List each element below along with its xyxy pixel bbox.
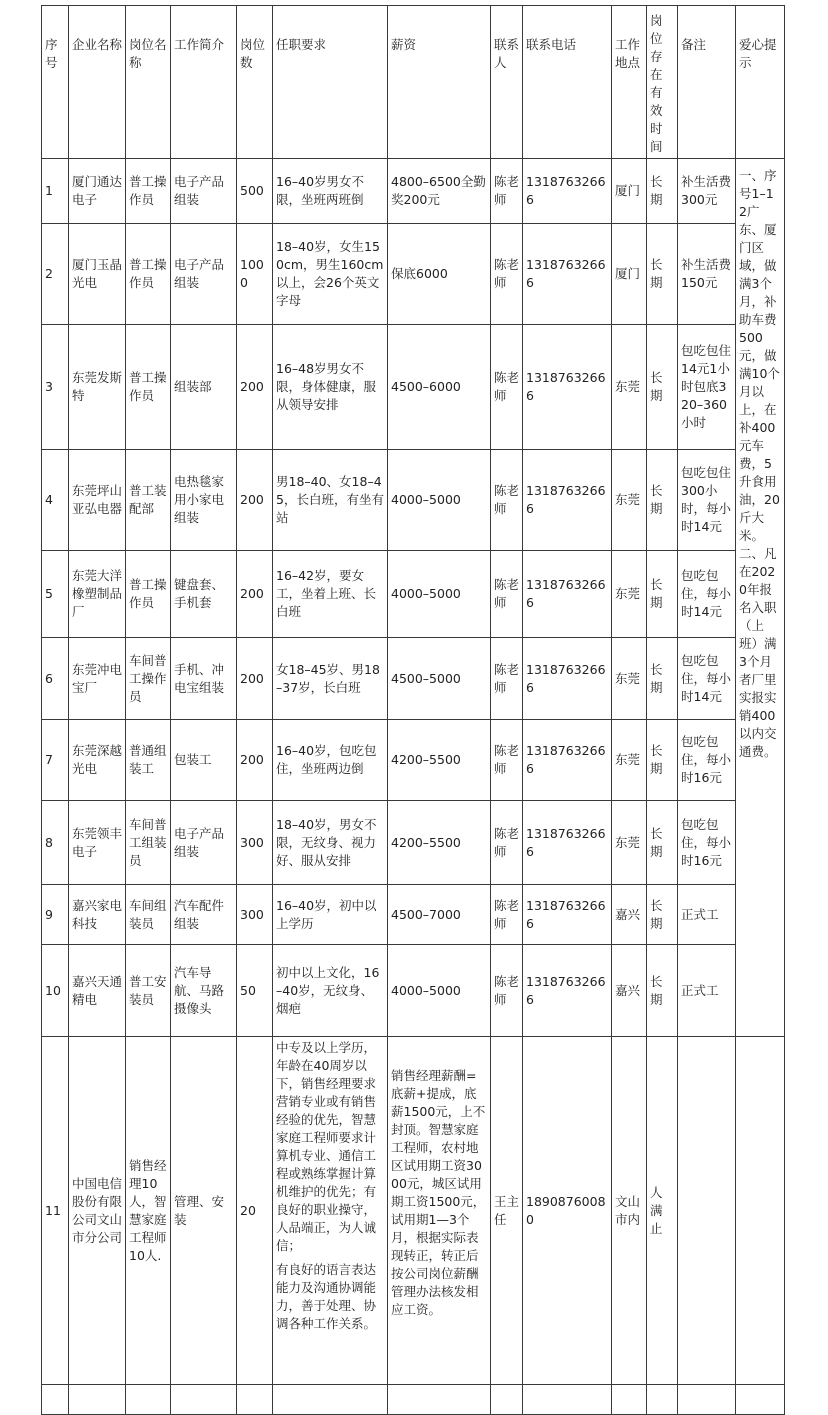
header-cell: 序号 — [42, 6, 69, 159]
cell-intro: 电子产品组装 — [171, 801, 237, 885]
cell-intro: 手机、冲电宝组装 — [171, 638, 237, 720]
cell-no: 11 — [42, 1037, 69, 1385]
cell-contact: 陈老师 — [491, 325, 523, 450]
cell-position: 普工操作员 — [126, 159, 171, 224]
cell-no: 6 — [42, 638, 69, 720]
cell-company: 东莞坪山亚弘电器 — [69, 450, 126, 551]
cell-requirement: 16–40岁，包吃包住，坐班两边倒 — [273, 720, 388, 801]
cell-empty — [273, 1385, 388, 1415]
cell-position: 销售经理10人，智慧家庭工程师10人. — [126, 1037, 171, 1385]
cell-salary: 4000–5000 — [388, 945, 491, 1037]
cell-company: 中国电信股份有限公司文山市分公司 — [69, 1037, 126, 1385]
cell-salary: 4500–7000 — [388, 885, 491, 945]
cell-note: 包吃包住，每小时16元 — [678, 801, 736, 885]
cell-company: 嘉兴家电科技 — [69, 885, 126, 945]
cell-note: 正式工 — [678, 885, 736, 945]
cell-note: 补生活费150元 — [678, 224, 736, 325]
cell-count: 50 — [237, 945, 273, 1037]
cell-place: 文山市内 — [612, 1037, 647, 1385]
cell-no: 8 — [42, 801, 69, 885]
cell-count: 300 — [237, 801, 273, 885]
cell-requirement — [273, 1037, 388, 1385]
cell-term: 长期 — [647, 801, 678, 885]
header-cell: 岗位数 — [237, 6, 273, 159]
cell-no: 4 — [42, 450, 69, 551]
cell-empty — [388, 1385, 491, 1415]
cell-phone: 13187632666 — [523, 720, 612, 801]
job-table — [41, 5, 785, 1415]
cell-company: 厦门玉晶光电 — [69, 224, 126, 325]
cell-tip-empty — [736, 1037, 785, 1385]
cell-empty — [126, 1385, 171, 1415]
cell-contact: 陈老师 — [491, 450, 523, 551]
cell-contact: 王主任 — [491, 1037, 523, 1385]
header-cell: 联系电话 — [523, 6, 612, 159]
cell-count: 200 — [237, 450, 273, 551]
cell-term: 长期 — [647, 325, 678, 450]
header-cell: 备注 — [678, 6, 736, 159]
cell-phone: 13187632666 — [523, 450, 612, 551]
table-row — [42, 945, 785, 1037]
cell-phone: 13187632666 — [523, 325, 612, 450]
cell-no: 7 — [42, 720, 69, 801]
cell-contact: 陈老师 — [491, 945, 523, 1037]
cell-requirement: 16–40岁男女不限，坐班两班倒 — [273, 159, 388, 224]
cell-note: 正式工 — [678, 945, 736, 1037]
cell-salary: 4200–5500 — [388, 801, 491, 885]
cell-requirement: 16–48岁男女不限，身体健康，服从领导安排 — [273, 325, 388, 450]
cell-no: 10 — [42, 945, 69, 1037]
cell-intro: 包装工 — [171, 720, 237, 801]
cell-company: 厦门通达电子 — [69, 159, 126, 224]
cell-position: 普工操作员 — [126, 325, 171, 450]
cell-term: 长期 — [647, 945, 678, 1037]
cell-note: 补生活费300元 — [678, 159, 736, 224]
cell-place: 东莞 — [612, 325, 647, 450]
cell-phone: 13187632666 — [523, 801, 612, 885]
cell-term: 长期 — [647, 551, 678, 638]
cell-intro: 汽车导航、马路摄像头 — [171, 945, 237, 1037]
cell-intro: 组装部 — [171, 325, 237, 450]
cell-empty — [736, 1385, 785, 1415]
cell-empty — [612, 1385, 647, 1415]
cell-position: 普工安装员 — [126, 945, 171, 1037]
cell-requirement: 18–40岁，女生150cm，男生160cm以上，会26个英文字母 — [273, 224, 388, 325]
cell-requirement: 18–40岁，男女不限，无纹身、视力好、服从安排 — [273, 801, 388, 885]
cell-term: 长期 — [647, 450, 678, 551]
table-row — [42, 720, 785, 801]
cell-empty — [678, 1385, 736, 1415]
table-row — [42, 224, 785, 325]
cell-place: 嘉兴 — [612, 885, 647, 945]
cell-contact: 陈老师 — [491, 720, 523, 801]
cell-contact: 陈老师 — [491, 224, 523, 325]
requirement-paragraph: 中专及以上学历，年龄在40周岁以下，销售经理要求营销专业或有销售经验的优先，智慧家庭工程师要求计算机专业、通信工程或熟练掌握计算机维护的优先；有良好的职业操守，人品端正，为人诚信； — [276, 1040, 377, 1253]
cell-place: 东莞 — [612, 551, 647, 638]
cell-place: 东莞 — [612, 801, 647, 885]
table-row — [42, 1037, 785, 1385]
table-row — [42, 1385, 785, 1415]
cell-requirement: 初中以上文化，16–40岁，无纹身、烟疤 — [273, 945, 388, 1037]
cell-company: 东莞发斯特 — [69, 325, 126, 450]
cell-intro: 电子产品组装 — [171, 224, 237, 325]
cell-place: 厦门 — [612, 159, 647, 224]
cell-company: 东莞冲电宝厂 — [69, 638, 126, 720]
cell-empty — [647, 1385, 678, 1415]
header-cell: 爱心提示 — [736, 6, 785, 159]
cell-no: 9 — [42, 885, 69, 945]
cell-position: 普通组装工 — [126, 720, 171, 801]
cell-phone: 13187632666 — [523, 224, 612, 325]
cell-term: 长期 — [647, 159, 678, 224]
cell-count: 200 — [237, 551, 273, 638]
cell-company: 东莞深越光电 — [69, 720, 126, 801]
cell-contact: 陈老师 — [491, 551, 523, 638]
cell-tip: 一、序号1–12广东、厦门区域，做满3个月，补助车费500元，做满10个月以上，在补400元车费，5升食用油，20斤大米。二、凡在2020年报名入职（上班）满3个月者厂里实报实销400以内交通费。 — [736, 159, 785, 1037]
cell-company: 东莞大洋橡塑制品厂 — [69, 551, 126, 638]
table-row — [42, 551, 785, 638]
cell-count: 200 — [237, 720, 273, 801]
cell-count: 20 — [237, 1037, 273, 1385]
cell-phone: 13187632666 — [523, 945, 612, 1037]
cell-salary: 4500–6000 — [388, 325, 491, 450]
table-row — [42, 159, 785, 224]
cell-empty — [69, 1385, 126, 1415]
cell-salary: 4200–5500 — [388, 720, 491, 801]
cell-company: 东莞领丰电子 — [69, 801, 126, 885]
cell-no: 1 — [42, 159, 69, 224]
cell-place: 东莞 — [612, 450, 647, 551]
cell-salary: 销售经理薪酬=底薪+提成，底薪1500元，上不封顶。智慧家庭工程师，农村地区试用期工资3000元，城区试用期工资1500元，试用期1—3个月，根据实际表现转正，转正后按公司岗位薪酬管理办法核发相应工资。 — [388, 1037, 491, 1385]
cell-salary: 4800–6500全勤奖200元 — [388, 159, 491, 224]
cell-position: 普工操作员 — [126, 551, 171, 638]
cell-company: 嘉兴天通精电 — [69, 945, 126, 1037]
table-row — [42, 325, 785, 450]
cell-phone: 13187632666 — [523, 551, 612, 638]
cell-requirement: 16–40岁，初中以上学历 — [273, 885, 388, 945]
cell-salary: 保底6000 — [388, 224, 491, 325]
cell-note: 包吃包住，每小时14元 — [678, 551, 736, 638]
table-row — [42, 885, 785, 945]
table-row — [42, 801, 785, 885]
cell-place: 东莞 — [612, 638, 647, 720]
header-cell: 岗位名称 — [126, 6, 171, 159]
header-cell: 任职要求 — [273, 6, 388, 159]
cell-term: 长期 — [647, 638, 678, 720]
cell-position: 普工操作员 — [126, 224, 171, 325]
cell-empty — [523, 1385, 612, 1415]
cell-phone: 13187632666 — [523, 159, 612, 224]
cell-no: 3 — [42, 325, 69, 450]
header-cell: 岗位存在有效时间 — [647, 6, 678, 159]
cell-note — [678, 1037, 736, 1385]
cell-place: 厦门 — [612, 224, 647, 325]
cell-intro: 电热毯家用小家电组装 — [171, 450, 237, 551]
cell-note: 包吃包住，每小时16元 — [678, 720, 736, 801]
cell-phone: 13187632666 — [523, 885, 612, 945]
header-row — [42, 6, 785, 159]
cell-term: 长期 — [647, 885, 678, 945]
cell-position: 车间组装员 — [126, 885, 171, 945]
cell-empty — [237, 1385, 273, 1415]
cell-intro: 键盘套、手机套 — [171, 551, 237, 638]
cell-no: 2 — [42, 224, 69, 325]
cell-requirement: 男18–40、女18–45，长白班，有坐有站 — [273, 450, 388, 551]
cell-count: 200 — [237, 325, 273, 450]
cell-intro: 电子产品组装 — [171, 159, 237, 224]
cell-contact: 陈老师 — [491, 885, 523, 945]
cell-count: 300 — [237, 885, 273, 945]
cell-position: 普工装配部 — [126, 450, 171, 551]
cell-position: 车间普工操作员 — [126, 638, 171, 720]
cell-empty — [171, 1385, 237, 1415]
cell-requirement: 16–42岁，要女工，坐着上班、长白班 — [273, 551, 388, 638]
cell-term: 长期 — [647, 224, 678, 325]
cell-count: 500 — [237, 159, 273, 224]
requirement-paragraph: 有良好的语言表达能力及沟通协调能力，善于处理、协调各种工作关系。 — [276, 1262, 377, 1331]
cell-term: 人满止 — [647, 1037, 678, 1385]
cell-requirement: 女18–45岁、男18–37岁，长白班 — [273, 638, 388, 720]
table-row — [42, 450, 785, 551]
cell-contact: 陈老师 — [491, 801, 523, 885]
header-cell: 工作地点 — [612, 6, 647, 159]
cell-count: 1000 — [237, 224, 273, 325]
cell-note: 包吃包住300小时，每小时14元 — [678, 450, 736, 551]
header-cell: 薪资 — [388, 6, 491, 159]
cell-empty — [491, 1385, 523, 1415]
header-cell: 联系人 — [491, 6, 523, 159]
cell-position: 车间普工组装员 — [126, 801, 171, 885]
table-row — [42, 638, 785, 720]
cell-salary: 4000–5000 — [388, 551, 491, 638]
cell-note: 包吃包住，每小时14元 — [678, 638, 736, 720]
cell-salary: 4500–5000 — [388, 638, 491, 720]
cell-term: 长期 — [647, 720, 678, 801]
cell-contact: 陈老师 — [491, 159, 523, 224]
header-cell: 企业名称 — [69, 6, 126, 159]
cell-note: 包吃包住14元1小时包底320–360小时 — [678, 325, 736, 450]
cell-place: 嘉兴 — [612, 945, 647, 1037]
cell-intro: 汽车配件组装 — [171, 885, 237, 945]
cell-intro: 管理、安装 — [171, 1037, 237, 1385]
cell-phone: 18908760080 — [523, 1037, 612, 1385]
cell-count: 200 — [237, 638, 273, 720]
cell-salary: 4000–5000 — [388, 450, 491, 551]
cell-place: 东莞 — [612, 720, 647, 801]
header-cell: 工作简介 — [171, 6, 237, 159]
cell-empty — [42, 1385, 69, 1415]
cell-phone: 13187632666 — [523, 638, 612, 720]
cell-contact: 陈老师 — [491, 638, 523, 720]
cell-no: 5 — [42, 551, 69, 638]
